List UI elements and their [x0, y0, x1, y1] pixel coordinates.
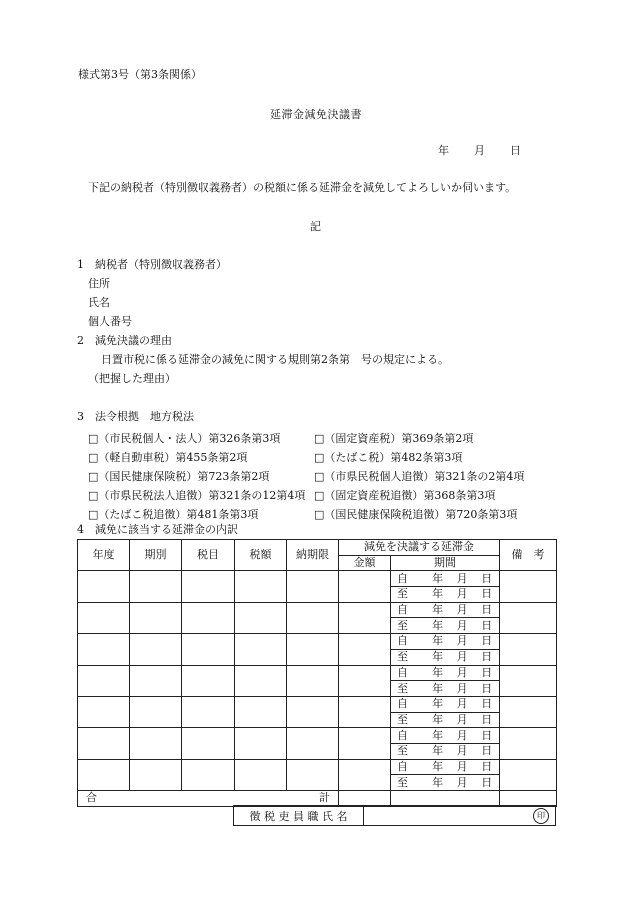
- period-from[interactable]: [391, 602, 500, 618]
- cell-nouki[interactable]: [287, 634, 339, 665]
- period-prefix: 自: [397, 571, 408, 585]
- period-year: 年: [432, 697, 444, 711]
- period-day: 日: [481, 650, 493, 664]
- cell-zeimoku[interactable]: [182, 759, 235, 790]
- law-checkbox[interactable]: □（たばこ税）第482条第3項: [314, 450, 463, 464]
- period-month: 月: [456, 587, 468, 601]
- cell-kingaku[interactable]: [339, 602, 391, 633]
- cell-zeigaku[interactable]: [235, 696, 287, 727]
- period-from[interactable]: [391, 696, 500, 712]
- period-prefix: 至: [397, 775, 408, 789]
- cell-nouki[interactable]: [287, 696, 339, 727]
- period-prefix: 至: [397, 744, 408, 758]
- period-day: 日: [481, 665, 493, 679]
- period-day: 日: [481, 618, 493, 632]
- cell-nouki[interactable]: [287, 602, 339, 633]
- period-year: 年: [432, 650, 444, 664]
- cell-kingaku[interactable]: [339, 696, 391, 727]
- table-row: [78, 602, 557, 618]
- period-to[interactable]: [391, 743, 500, 759]
- breakdown-table: [77, 539, 557, 807]
- cell-kingaku[interactable]: [339, 759, 391, 790]
- cell-kibetsu[interactable]: [130, 759, 182, 790]
- cell-kingaku[interactable]: [339, 665, 391, 696]
- cell-zeimoku[interactable]: [182, 571, 235, 602]
- staff-name-field[interactable]: [364, 806, 556, 826]
- period-prefix: 至: [397, 587, 408, 601]
- total-left: 合: [86, 791, 97, 804]
- cell-nendo[interactable]: [78, 634, 130, 665]
- period-year: 年: [432, 603, 444, 617]
- header-zeimoku: 税目: [182, 540, 235, 571]
- header-kibetsu: 期別: [130, 540, 182, 571]
- law-checkbox[interactable]: □（国民健康保険税）第723条第2項: [88, 469, 270, 483]
- section2-heading: 2 減免決議の理由: [77, 334, 172, 347]
- period-month: 月: [456, 775, 468, 789]
- cell-zeigaku[interactable]: [235, 728, 287, 759]
- cell-zeigaku[interactable]: [235, 634, 287, 665]
- period-prefix: 自: [397, 634, 408, 648]
- cell-nendo[interactable]: [78, 728, 130, 759]
- cell-zeigaku[interactable]: [235, 665, 287, 696]
- period-from[interactable]: [391, 759, 500, 775]
- date-year: 年: [438, 144, 449, 157]
- cell-nendo[interactable]: [78, 696, 130, 727]
- cell-nendo[interactable]: [78, 571, 130, 602]
- law-checkbox[interactable]: □（市県民税個人追徴）第321条の2第4項: [314, 469, 525, 483]
- cell-zeimoku[interactable]: [182, 728, 235, 759]
- period-month: 月: [456, 618, 468, 632]
- period-day: 日: [481, 603, 493, 617]
- section4-heading: 4 減免に該当する延滞金の内訳: [77, 523, 238, 536]
- period-prefix: 自: [397, 759, 408, 773]
- cell-nendo[interactable]: [78, 665, 130, 696]
- table-row: [78, 728, 557, 744]
- cell-zeigaku[interactable]: [235, 571, 287, 602]
- period-prefix: 至: [397, 618, 408, 632]
- law-checkbox[interactable]: □（市民税個人・法人）第326条第3項: [88, 431, 281, 445]
- period-from[interactable]: [391, 665, 500, 681]
- section3-heading: 3 法令根拠 地方税法: [77, 410, 194, 423]
- period-day: 日: [481, 697, 493, 711]
- table-row: [78, 696, 557, 712]
- period-to[interactable]: [391, 712, 500, 728]
- document-title: 延滞金減免決議書: [270, 108, 362, 121]
- table-row: [78, 634, 557, 650]
- period-prefix: 至: [397, 681, 408, 695]
- cell-nendo[interactable]: [78, 602, 130, 633]
- law-checkbox[interactable]: □（国民健康保険税追徴）第720条第3項: [314, 508, 518, 522]
- period-year: 年: [432, 681, 444, 695]
- period-prefix: 自: [397, 728, 408, 742]
- ki-heading: 記: [310, 220, 321, 233]
- field-personal-number: 個人番号: [88, 315, 132, 328]
- section2-note: （把握した理由）: [88, 372, 176, 385]
- cell-nendo[interactable]: [78, 759, 130, 790]
- date-month: 月: [474, 144, 485, 157]
- header-nouki: 納期限: [287, 540, 339, 571]
- cell-biko[interactable]: [500, 602, 557, 633]
- period-prefix: 至: [397, 712, 408, 726]
- total-right: 計: [319, 791, 330, 804]
- period-year: 年: [432, 634, 444, 648]
- period-to[interactable]: [391, 681, 500, 697]
- cell-biko[interactable]: [500, 696, 557, 727]
- period-day: 日: [481, 728, 493, 742]
- period-prefix: 自: [397, 603, 408, 617]
- cell-nouki[interactable]: [287, 571, 339, 602]
- law-checkbox[interactable]: □（固定資産税）第369条第2項: [314, 431, 474, 445]
- period-month: 月: [456, 681, 468, 695]
- period-month: 月: [456, 697, 468, 711]
- cell-zeimoku[interactable]: [182, 634, 235, 665]
- law-checkbox[interactable]: □（市県民税法人追徴）第321条の12第4項: [88, 489, 306, 503]
- cell-biko[interactable]: [500, 759, 557, 790]
- field-address: 住所: [88, 277, 110, 290]
- period-to[interactable]: [391, 649, 500, 665]
- period-month: 月: [456, 603, 468, 617]
- period-day: 日: [481, 775, 493, 789]
- period-month: 月: [456, 571, 468, 585]
- cell-biko[interactable]: [500, 634, 557, 665]
- header-biko: 備 考: [500, 540, 557, 571]
- period-year: 年: [432, 728, 444, 742]
- period-year: 年: [432, 744, 444, 758]
- cell-biko[interactable]: [500, 571, 557, 602]
- cell-nouki[interactable]: [287, 759, 339, 790]
- date-day: 日: [510, 144, 521, 157]
- period-to[interactable]: [391, 587, 500, 603]
- total-amount[interactable]: [339, 791, 391, 807]
- cell-zeimoku[interactable]: [182, 665, 235, 696]
- total-row-label: [78, 791, 339, 807]
- field-name: 氏名: [88, 296, 110, 309]
- period-year: 年: [432, 665, 444, 679]
- cell-kibetsu[interactable]: [130, 602, 182, 633]
- period-year: 年: [432, 759, 444, 773]
- cell-kingaku[interactable]: [339, 728, 391, 759]
- table-row: [78, 571, 557, 587]
- section2-text: 日置市税に係る延滞金の減免に関する規則第2条第 号の規定による。: [101, 353, 449, 366]
- cell-kibetsu[interactable]: [130, 696, 182, 727]
- cell-kibetsu[interactable]: [130, 728, 182, 759]
- header-zeigaku: 税額: [235, 540, 287, 571]
- cell-zeigaku[interactable]: [235, 602, 287, 633]
- header-nendo: 年度: [78, 540, 130, 571]
- period-year: 年: [432, 775, 444, 789]
- section1-heading: 1 納税者（特別徴収義務者）: [77, 258, 227, 271]
- period-day: 日: [481, 681, 493, 695]
- cell-biko[interactable]: [500, 665, 557, 696]
- period-month: 月: [456, 634, 468, 648]
- total-period: [391, 791, 500, 807]
- law-checkbox[interactable]: □（たばこ税追徴）第481条第3項: [88, 508, 259, 522]
- law-checkbox[interactable]: □（軽自動車税）第455条第2項: [88, 450, 248, 464]
- law-basis-checklist: [88, 428, 548, 524]
- table-row: [78, 759, 557, 775]
- cell-kingaku[interactable]: [339, 571, 391, 602]
- period-month: 月: [456, 744, 468, 758]
- cell-zeimoku[interactable]: [182, 602, 235, 633]
- period-prefix: 自: [397, 697, 408, 711]
- form-number: 様式第3号（第3条関係）: [78, 68, 202, 81]
- header-kingaku: 金額: [339, 555, 391, 571]
- period-prefix: 自: [397, 665, 408, 679]
- period-month: 月: [456, 712, 468, 726]
- table-row: [78, 665, 557, 681]
- seal-icon: 印: [533, 808, 549, 824]
- intro-text: 下記の納税者（特別徴収義務者）の税額に係る延滞金を減免してよろしいか伺います。: [88, 181, 517, 194]
- period-day: 日: [481, 634, 493, 648]
- period-month: 月: [456, 650, 468, 664]
- period-day: 日: [481, 587, 493, 601]
- cell-kingaku[interactable]: [339, 634, 391, 665]
- cell-nouki[interactable]: [287, 728, 339, 759]
- cell-biko[interactable]: [500, 728, 557, 759]
- period-year: 年: [432, 587, 444, 601]
- cell-kibetsu[interactable]: [130, 571, 182, 602]
- period-from[interactable]: [391, 728, 500, 744]
- cell-zeigaku[interactable]: [235, 759, 287, 790]
- period-day: 日: [481, 571, 493, 585]
- header-kikan: 期間: [391, 555, 500, 571]
- law-checkbox[interactable]: □（固定資産税追徴）第368条第3項: [314, 489, 496, 503]
- cell-kibetsu[interactable]: [130, 634, 182, 665]
- period-year: 年: [432, 571, 444, 585]
- period-month: 月: [456, 728, 468, 742]
- period-month: 月: [456, 665, 468, 679]
- period-day: 日: [481, 712, 493, 726]
- period-to[interactable]: [391, 775, 500, 791]
- period-year: 年: [432, 618, 444, 632]
- period-day: 日: [481, 759, 493, 773]
- period-from[interactable]: [391, 571, 500, 587]
- period-to[interactable]: [391, 618, 500, 634]
- period-year: 年: [432, 712, 444, 726]
- period-day: 日: [481, 744, 493, 758]
- staff-signature-table: [233, 805, 556, 826]
- period-month: 月: [456, 759, 468, 773]
- period-from[interactable]: [391, 634, 500, 650]
- cell-kibetsu[interactable]: [130, 665, 182, 696]
- total-remarks: [500, 791, 557, 807]
- staff-label: 徴 税 吏 員 職 氏 名: [234, 806, 364, 826]
- header-group: 減免を決議する延滞金: [339, 540, 500, 556]
- period-prefix: 至: [397, 650, 408, 664]
- cell-zeimoku[interactable]: [182, 696, 235, 727]
- cell-nouki[interactable]: [287, 665, 339, 696]
